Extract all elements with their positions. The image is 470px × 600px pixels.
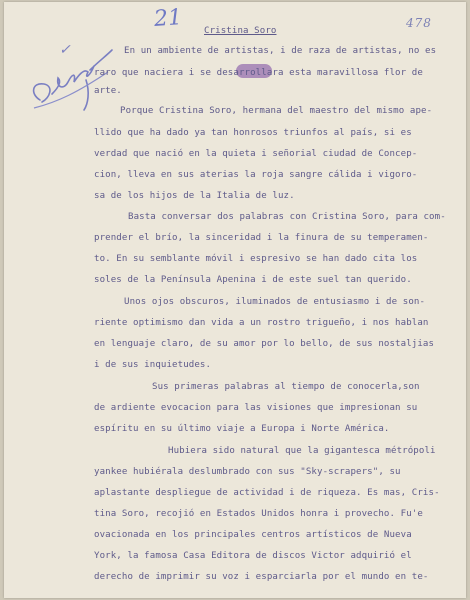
text-line: Unos ojos obscuros, iluminados de entusiasmo i de son- (124, 297, 426, 307)
text-line: sa de los hijos de la Italia de luz. (94, 191, 295, 201)
text-line: En un ambiente de artistas, i de raza de artistas, no es (124, 46, 437, 56)
text-line: Basta conversar dos palabras con Cristina Soro, para com- (128, 212, 446, 222)
text-line: York, la famosa Casa Editora de discos Victor adquirió el (94, 551, 412, 561)
text-line: verdad que nació en la quieta i señorial ciudad de Concep- (94, 149, 418, 159)
page-number: 478 (406, 16, 432, 30)
text-line: de ardiente evocacion para las visiones que impresionan su (94, 403, 418, 413)
document-title: Cristina Soro (204, 26, 277, 36)
text-line: Sus primeras palabras al tiempo de conocerla,son (152, 382, 420, 392)
text-line: llido que ha dado ya tan honrosos triunfos al país, si es (94, 128, 412, 138)
text-line: cion, lleva en sus aterias la roja sangre cálida i vigoro- (94, 170, 418, 180)
document-page (4, 2, 466, 598)
text-line: yankee hubiérala deslumbrado con sus "Sky-scrapers", su (94, 467, 401, 477)
text-line: aplastante despliegue de actividad i de riqueza. Es mas, Cris- (94, 488, 440, 498)
text-line: Porque Cristina Soro, hermana del maestro del mismo ape- (120, 106, 433, 116)
folio-number: 21 (153, 5, 183, 32)
text-line: Hubiera sido natural que la gigantesca métrópoli (168, 446, 436, 456)
text-line: en lenguaje claro, de su amor por lo bello, de sus nostaljias (94, 339, 435, 349)
text-line: i de sus inquietudes. (94, 360, 212, 370)
tick-mark: ✓ (59, 42, 71, 58)
text-line: tina Soro, recojió en Estados Unidos honra i provecho. Fu'e (94, 509, 423, 519)
text-line: derecho de imprimir su voz i esparciarla por el mundo en te- (94, 572, 429, 582)
text-line: riente optimismo dan vida a un rostro trigueño, i nos hablan (94, 318, 429, 328)
text-line: espíritu en su último viaje a Europa i Norte América. (94, 424, 390, 434)
text-line: arte. (94, 86, 122, 96)
text-line: soles de la Península Apenina i de este suel tan querido. (94, 275, 412, 285)
text-line: raro que naciera i se desarrollara esta maravillosa flor de (94, 68, 423, 78)
text-line: prender el brío, la sinceridad i la finura de su temperamen- (94, 233, 429, 243)
document-body (4, 2, 466, 598)
text-line: to. En su semblante móvil i espresivo se han dado cita los (94, 254, 418, 264)
text-line: ovacionada en los principales centros artísticos de Nueva (94, 530, 412, 540)
